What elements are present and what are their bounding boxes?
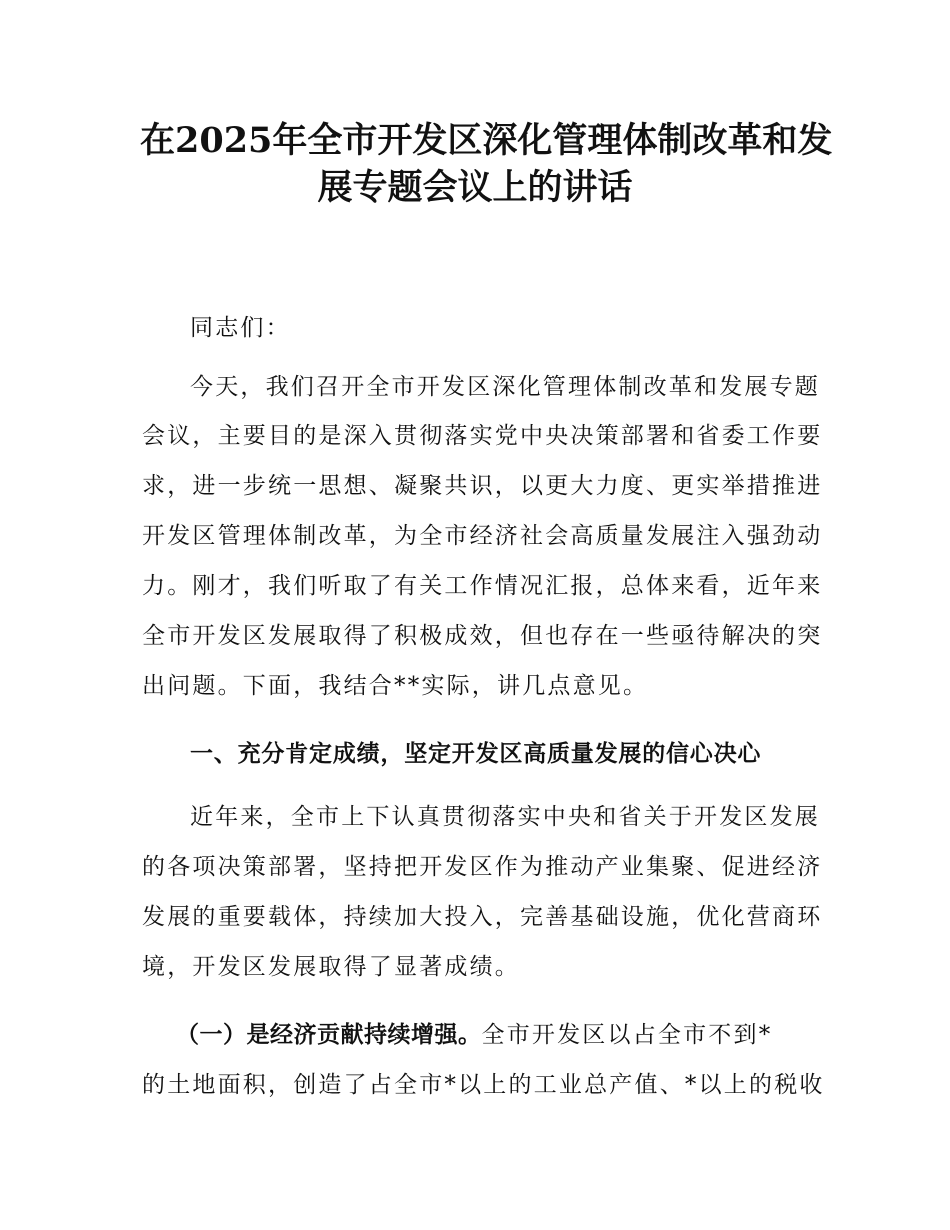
document-title-line-2: 展专题会议上的讲话 — [317, 167, 633, 208]
section-1-line-2: 的各项决策部署，坚持把开发区作为推动产业集聚、促进经济 — [142, 854, 823, 880]
section-1-line-1: 近年来，全市上下认真贯彻落实中央和省关于开发区发展 — [190, 804, 820, 830]
salutation: 同志们： — [190, 315, 291, 341]
section-1-heading: 一、充分肯定成绩，坚定开发区高质量发展的信心决心 — [190, 741, 762, 767]
intro-line-5: 力。刚才，我们听取了有关工作情况汇报，总体来看，近年来 — [142, 573, 823, 599]
intro-line-3: 求，进一步统一思想、凝聚共识，以更大力度、更实举措推进 — [142, 473, 823, 499]
intro-line-7: 出问题。下面，我结合**实际，讲几点意见。 — [142, 673, 649, 699]
intro-line-6: 全市开发区发展取得了积极成效，但也存在一些亟待解决的突 — [142, 623, 823, 649]
document-title-line-1: 在2025年全市开发区深化管理体制改革和发 — [140, 120, 833, 161]
intro-line-2: 会议，主要目的是深入贯彻落实党中央决策部署和省委工作要 — [142, 423, 823, 449]
section-1-line-4: 境，开发区发展取得了显著成绩。 — [142, 954, 520, 980]
section-1-line-3: 发展的重要载体，持续加大投入，完善基础设施，优化营商环 — [142, 904, 823, 930]
point-1-line-2: 的土地面积，创造了占全市*以上的工业总产值、*以上的税收 — [142, 1072, 825, 1098]
intro-line-1: 今天，我们召开全市开发区深化管理体制改革和发展专题 — [190, 374, 820, 400]
point-1-lead: （一）是经济贡献持续增强。 — [176, 1022, 482, 1048]
point-1-line-1 — [142, 1018, 772, 1052]
intro-line-4: 开发区管理体制改革，为全市经济社会高质量发展注入强劲动 — [142, 523, 823, 549]
point-1-text: 全市开发区以占全市不到* — [481, 1022, 773, 1048]
